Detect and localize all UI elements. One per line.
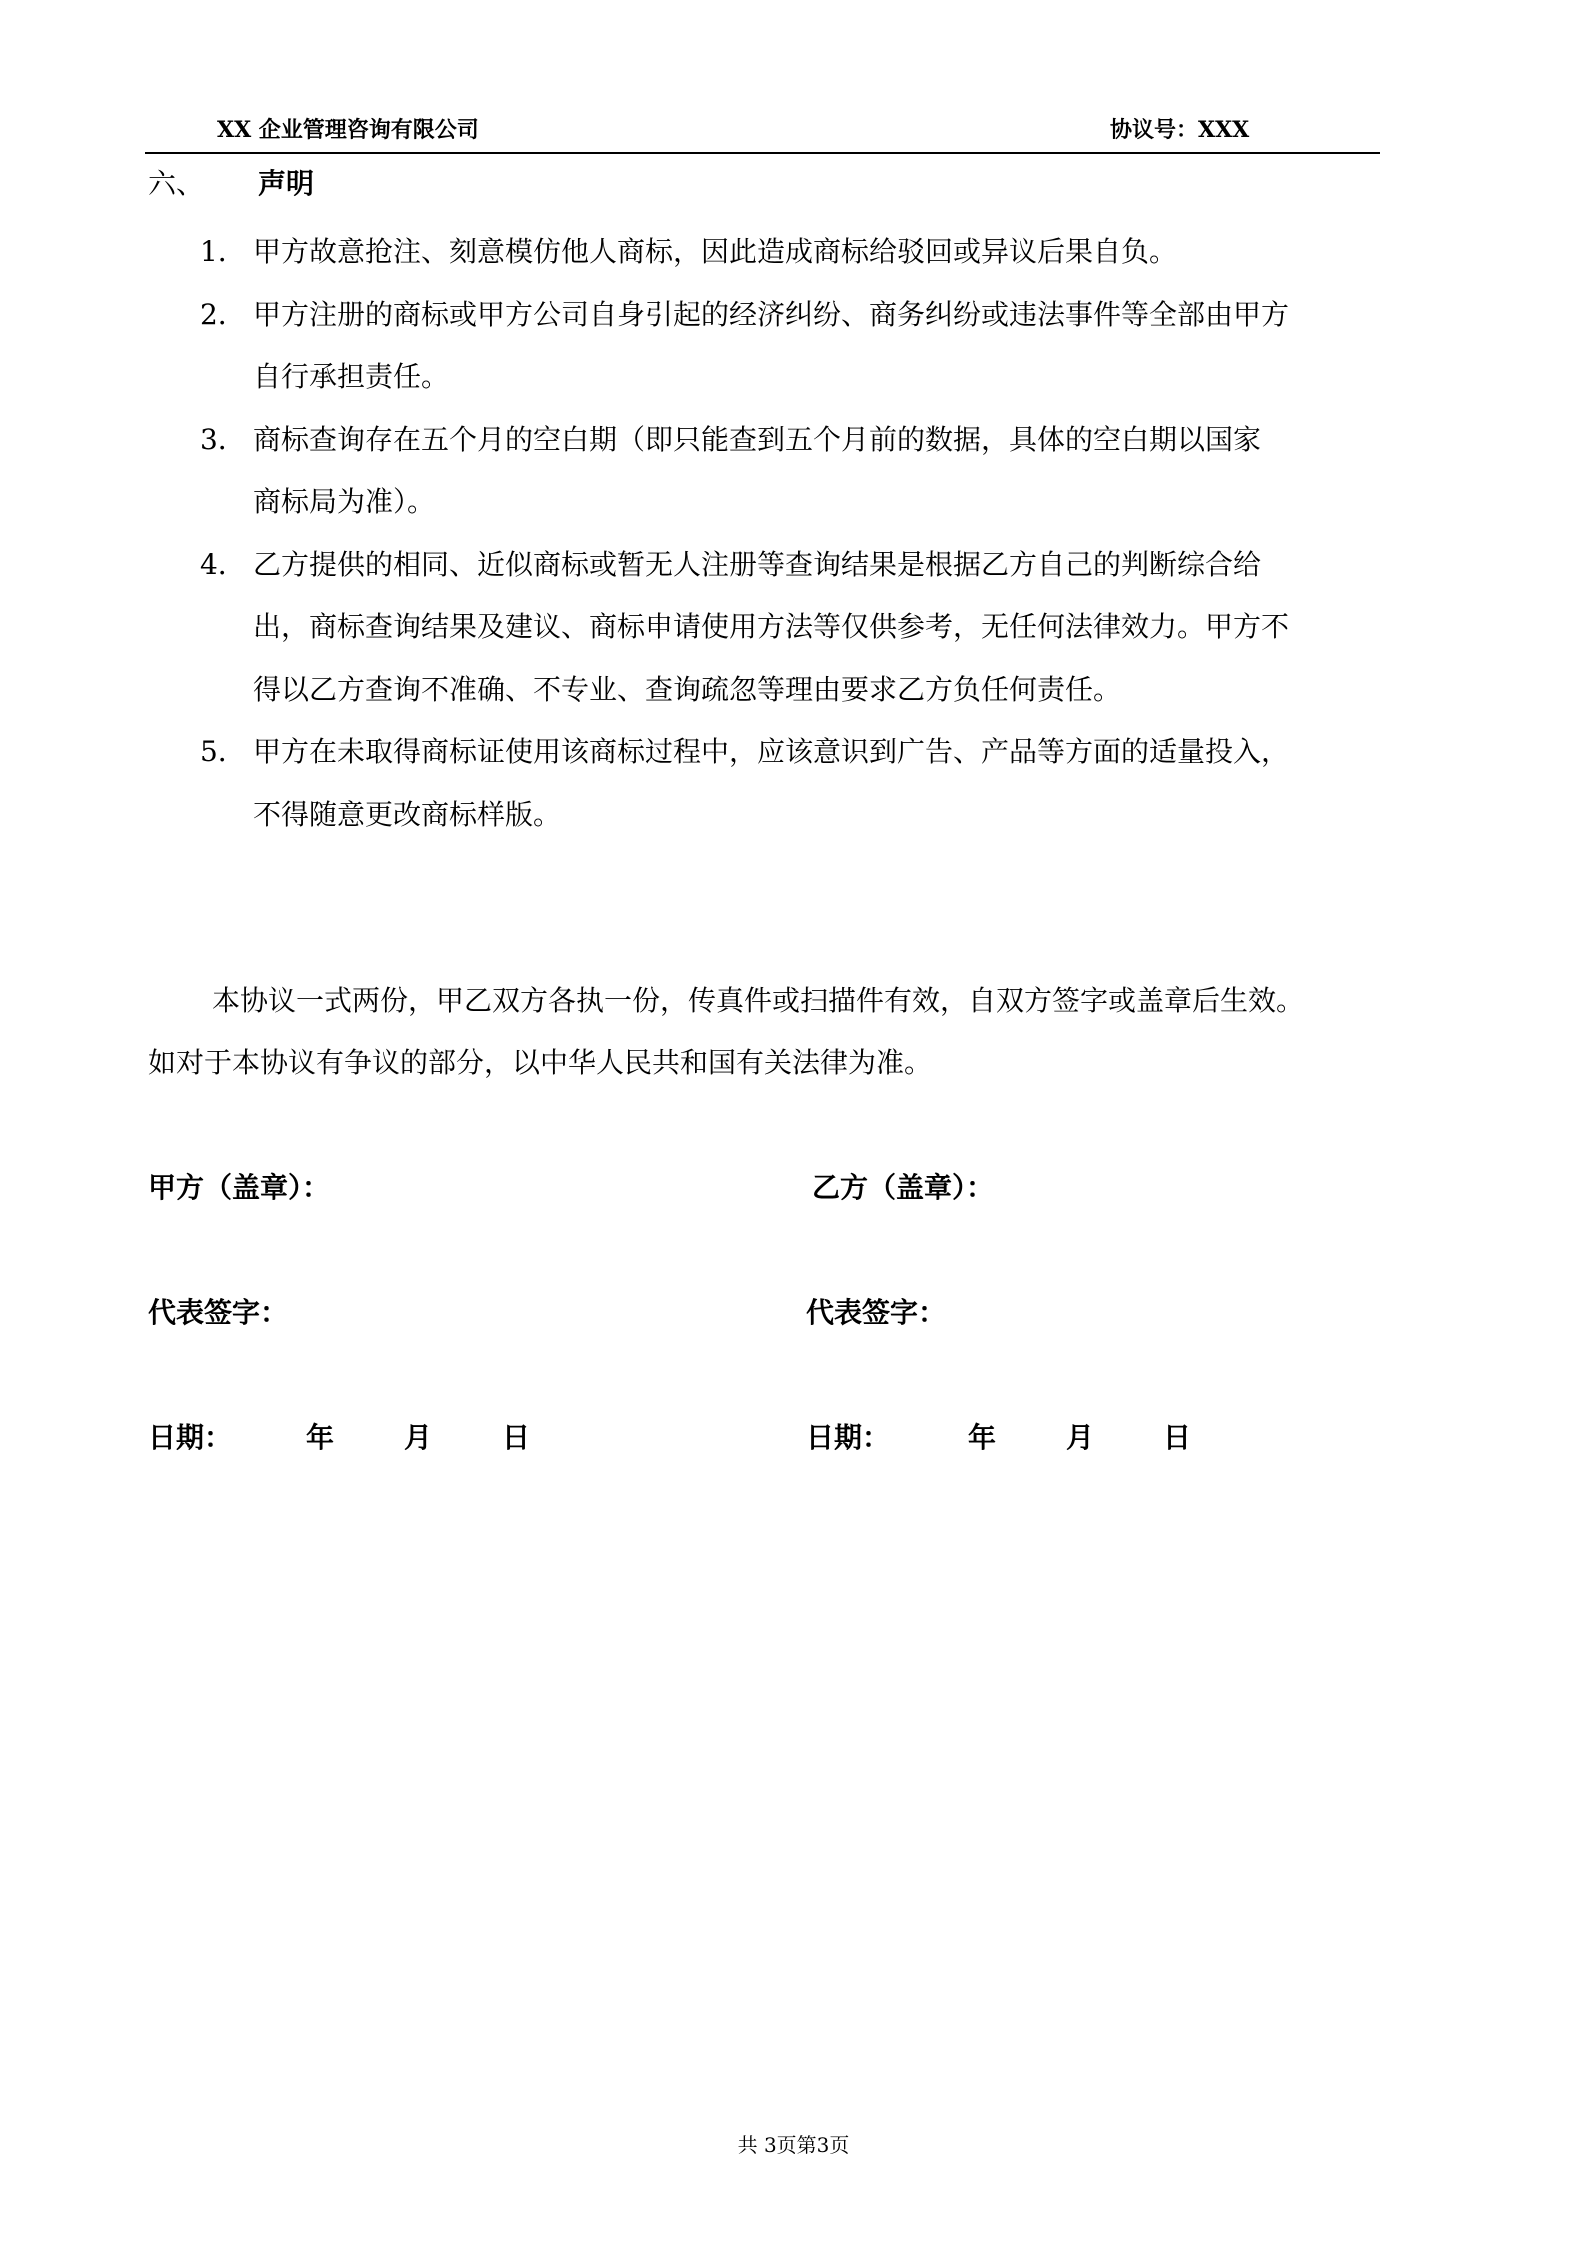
party-b-rep-label: 代表签字：	[806, 1296, 947, 1329]
party-a-date-day: 日	[502, 1421, 531, 1454]
clause-item	[200, 284, 1430, 409]
section-heading	[148, 164, 314, 204]
party-a-seal-label: 甲方（盖章）：	[148, 1171, 331, 1204]
party-b-seal-label: 乙方（盖章）：	[812, 1171, 995, 1204]
clause-line: 自行承担责任。	[253, 360, 450, 393]
clause-line: 出，商标查询结果及建议、商标申请使用方法等仅供参考，无任何法律效力。甲方不	[253, 610, 1290, 643]
party-a-date-year: 年	[306, 1421, 335, 1454]
date-label: 日期：	[806, 1421, 891, 1454]
clause-text	[253, 221, 1430, 284]
party-b-date-month: 月	[1066, 1421, 1095, 1454]
clause-index: 3．	[200, 422, 246, 456]
clause-item	[200, 409, 1430, 534]
clause-list	[200, 221, 1430, 846]
clause-line: 甲方在未取得商标证使用该商标过程中，应该意识到广告、产品等方面的适量投入，	[253, 735, 1290, 768]
clause-line: 商标查询存在五个月的空白期（即只能查到五个月前的数据，具体的空白期以国家	[253, 422, 1262, 456]
clause-index: 2．	[200, 297, 246, 331]
clause-item	[200, 534, 1430, 722]
party-a-date	[148, 1418, 232, 1458]
clause-line: 乙方提供的相同、近似商标或暂无人注册等查询结果是根据乙方自己的判断综合给	[253, 547, 1262, 581]
clause-line: 甲方故意抢注、刻意模仿他人商标，因此造成商标给驳回或异议后果自负。	[253, 235, 1178, 268]
clause-item	[200, 221, 1430, 284]
clause-line: 商标局为准）。	[253, 485, 436, 518]
clause-line: 得以乙方查询不准确、不专业、查询疏忽等理由要求乙方负任何责任。	[253, 672, 1122, 706]
party-b-date	[806, 1418, 890, 1458]
section-number: 六、	[148, 167, 205, 200]
clause-text	[253, 409, 1430, 534]
clause-text	[253, 284, 1430, 409]
date-label: 日期：	[148, 1421, 233, 1454]
clause-index: 1．	[200, 235, 246, 268]
agreement-number: 协议号：XXX	[1110, 117, 1250, 143]
party-a-rep-label: 代表签字：	[148, 1296, 289, 1329]
party-b-date-year: 年	[968, 1421, 997, 1454]
section-title: 声明	[258, 167, 315, 200]
clause-item	[200, 721, 1430, 846]
page-footer: 共 3页第3页	[737, 2133, 850, 2157]
clause-text	[253, 534, 1430, 722]
company-name: XX 企业管理咨询有限公司	[217, 117, 479, 143]
party-b-date-day: 日	[1163, 1421, 1192, 1454]
clause-line: 甲方注册的商标或甲方公司自身引起的经济纠纷、商务纠纷或违法事件等全部由甲方	[253, 297, 1290, 331]
closing-paragraph	[148, 970, 1438, 1094]
clause-line: 不得随意更改商标样版。	[253, 797, 562, 831]
party-a-date-month: 月	[404, 1421, 433, 1454]
clause-text	[253, 721, 1430, 846]
closing-line: 本协议一式两份，甲乙双方各执一份，传真件或扫描件有效，自双方签字或盖章后生效。	[212, 984, 1305, 1017]
clause-index: 4．	[200, 547, 246, 581]
clause-index: 5．	[200, 735, 246, 768]
page-header	[145, 116, 1380, 154]
closing-line: 如对于本协议有争议的部分，以中华人民共和国有关法律为准。	[148, 1046, 933, 1079]
